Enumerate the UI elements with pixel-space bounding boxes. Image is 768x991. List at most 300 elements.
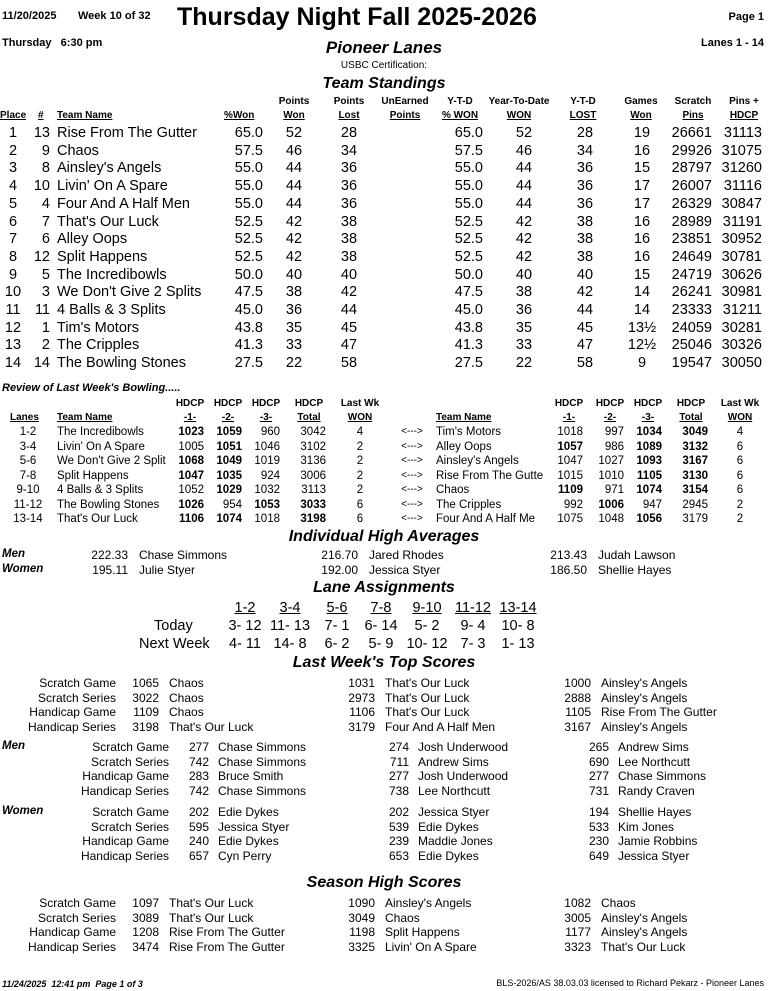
score-value: 202 [188, 805, 209, 819]
pins-hdcp: 30781 [721, 248, 762, 265]
score-holder: Chaos [169, 676, 204, 690]
points-lost: 38 [340, 231, 358, 248]
pins-header-bottom: HDCP [729, 110, 759, 121]
pct-won: 57.5 [234, 142, 263, 159]
place: 8 [8, 248, 18, 265]
scratch-pins: 26007 [671, 178, 712, 195]
points-won: 44 [285, 195, 303, 212]
score-holder: Ainsley's Angels [601, 719, 688, 734]
right-game3: 1105 [637, 469, 662, 482]
pins-hdcp: 30050 [721, 355, 762, 372]
ytd-lost: 38 [576, 248, 594, 265]
pins-hdcp: 30626 [721, 266, 762, 283]
ytd-won: 44 [515, 160, 533, 177]
lane-header: 7-8 [370, 600, 392, 616]
lanes-range: Lanes 1 - 14 [701, 37, 764, 49]
ytd_lost-header-bottom: LOST [569, 110, 597, 121]
left-game1: 1026 [178, 498, 204, 511]
right-team: Alley Oops [436, 440, 492, 453]
ytd-pct: 65.0 [454, 125, 483, 141]
average-value: 192.00 [321, 563, 358, 577]
score-holder: That's Our Luck [385, 705, 470, 719]
day-time: Thursday 6:30 pm [2, 37, 103, 49]
left-game1: 1052 [178, 484, 204, 496]
ytd-won: 46 [515, 142, 533, 159]
right-game3: 1093 [636, 455, 662, 467]
score-value: 3474 [132, 939, 159, 954]
right-won: 2 [736, 498, 744, 511]
pins-hdcp: 31075 [721, 142, 762, 159]
ytd-lost: 36 [576, 178, 594, 195]
points-won: 44 [285, 178, 303, 195]
right-game3: 1056 [636, 513, 662, 525]
scratch-header-bottom: Pins [682, 110, 704, 121]
ytd_pct-header-top: Y-T-D [447, 96, 473, 107]
score-category: Scratch Series [90, 754, 169, 769]
ytd_won-header-bottom: WON [506, 110, 532, 121]
ytd-won: 38 [515, 284, 533, 301]
score-value: 1109 [133, 705, 159, 719]
games-won: 14 [633, 302, 651, 318]
average-value: 186.50 [550, 563, 587, 577]
team-number: 5 [41, 266, 50, 283]
pct-header: %Won [224, 110, 255, 121]
left-won: 4 [356, 426, 364, 438]
ytd-lost: 40 [576, 266, 594, 283]
score-holder: Chaos [601, 896, 636, 910]
score-value: 2973 [348, 690, 375, 705]
right-won: 6 [736, 484, 744, 496]
points-won: 40 [285, 266, 303, 283]
average-value: 213.43 [550, 548, 587, 562]
ytd-won: 42 [515, 231, 533, 248]
score-value: 738 [388, 783, 409, 798]
points-won: 42 [285, 248, 303, 265]
footer-printed: 11/24/2025 12:41 pm Page 1 of 3 [2, 979, 143, 989]
right-game1: 1057 [557, 440, 583, 453]
today-matchup: 9- 4 [460, 618, 486, 634]
score-category: Handicap Series [80, 848, 169, 863]
pct-won: 52.5 [234, 231, 263, 248]
score-value: 202 [388, 805, 409, 819]
score-value: 1000 [564, 676, 591, 690]
left-game3: 1032 [254, 484, 280, 496]
points-lost: 28 [340, 125, 358, 141]
team-name: Livin' On A Spare [57, 178, 168, 195]
hdcp-header: HDCP [294, 398, 324, 409]
score-holder: Ainsley's Angels [601, 676, 688, 690]
score-value: 711 [389, 754, 409, 769]
score-value: 3089 [132, 910, 159, 925]
hdcp-header: HDCP [676, 398, 706, 409]
top-scores-title: Last Week's Top Scores [292, 654, 476, 671]
hdcp-header: HDCP [595, 398, 625, 409]
score-category: Handicap Game [29, 925, 116, 939]
women-label: Women [2, 805, 44, 817]
vs-arrow: <---> [401, 440, 423, 452]
lanes: 7-8 [19, 469, 37, 482]
points-lost: 34 [340, 142, 358, 159]
left-game3: 1019 [254, 455, 280, 467]
ytd-pct: 52.5 [454, 231, 483, 248]
ytd_won-header-top: Year-To-Date [488, 96, 550, 107]
score-holder: Shellie Hayes [618, 805, 692, 819]
right-game1: 1109 [558, 484, 583, 496]
ytd-lost: 38 [576, 231, 594, 248]
score-value: 277 [188, 740, 209, 754]
score-holder: Chase Simmons [218, 740, 307, 754]
score-value: 1065 [132, 676, 159, 690]
left-game3: 1053 [254, 498, 280, 511]
g1-header: -1- [562, 412, 576, 423]
next-week-matchup: 7- 3 [460, 636, 486, 652]
points-lost: 58 [340, 355, 358, 372]
next-week-matchup: 1- 13 [501, 636, 535, 652]
right-total: 2945 [682, 498, 708, 511]
score-holder: Andrew Sims [418, 754, 489, 769]
score-category: Handicap Series [27, 939, 116, 954]
points-won: 36 [285, 302, 303, 318]
team-name: We Don't Give 2 Splits [57, 284, 202, 301]
place: 12 [4, 319, 22, 336]
score-holder: Ainsley's Angels [601, 690, 688, 705]
score-value: 533 [588, 819, 609, 834]
right-total: 3179 [682, 513, 708, 525]
score-holder: Josh Underwood [418, 740, 509, 754]
left-won: 2 [356, 469, 364, 482]
ytd-won: 42 [515, 213, 533, 230]
points-lost: 42 [340, 284, 358, 301]
games-won: 16 [633, 248, 651, 265]
team-number: 12 [33, 248, 50, 265]
team-number: 13 [33, 125, 50, 141]
next-week-matchup: 4- 11 [229, 636, 261, 652]
left-game3: 1018 [254, 513, 280, 525]
points-won: 52 [285, 125, 303, 141]
ytd-pct: 50.0 [454, 266, 483, 283]
team-name: That's Our Luck [57, 213, 159, 230]
place: 9 [8, 266, 18, 283]
team-header: Team Name [436, 412, 492, 423]
total-header: Total [679, 412, 703, 423]
week-label: Week 10 of 32 [78, 10, 151, 22]
averages-title: Individual High Averages [288, 528, 480, 545]
pins-hdcp: 30281 [721, 319, 762, 336]
score-holder: That's Our Luck [169, 719, 254, 734]
left-game1: 1068 [178, 455, 204, 467]
score-value: 1208 [132, 925, 159, 939]
total-header: Total [297, 412, 321, 423]
games-won: 9 [637, 355, 647, 372]
pct-won: 52.5 [234, 213, 263, 230]
score-holder: That's Our Luck [601, 939, 686, 954]
right-game2: 986 [604, 440, 624, 453]
ytd-lost: 34 [576, 142, 594, 159]
games-won: 15 [633, 160, 651, 177]
team-number: 7 [41, 213, 50, 230]
place: 13 [4, 337, 22, 354]
score-value: 731 [588, 783, 609, 798]
score-category: Scratch Series [37, 690, 116, 705]
place: 10 [4, 284, 22, 301]
score-value: 3022 [132, 690, 159, 705]
hdcp-header: HDCP [554, 398, 584, 409]
score-category: Handicap Game [82, 769, 169, 783]
right-game1: 1018 [557, 426, 583, 438]
score-holder: Kim Jones [618, 819, 675, 834]
games-header-top: Games [624, 96, 658, 107]
team-name: 4 Balls & 3 Splits [57, 302, 166, 318]
right-game2: 997 [604, 426, 624, 438]
score-value: 1177 [565, 925, 591, 939]
score-holder: Rise From The Gutter [169, 939, 285, 954]
pins-header-top: Pins + [729, 96, 759, 107]
lane-header: 13-14 [499, 600, 537, 616]
review-title: Review of Last Week's Bowling..... [2, 382, 181, 394]
pins-hdcp: 31113 [723, 125, 762, 141]
points-lost: 36 [340, 178, 358, 195]
scratch-header-top: Scratch [674, 96, 712, 107]
right-game2: 1006 [598, 498, 624, 511]
score-holder: Livin' On A Spare [385, 939, 477, 954]
pct-won: 45.0 [234, 302, 263, 318]
left-game3: 924 [260, 469, 280, 482]
games-won: 17 [633, 195, 651, 212]
page-title: Thursday Night Fall 2025-2026 [177, 3, 537, 31]
left-game3: 960 [260, 426, 280, 438]
today-label: Today [154, 618, 193, 634]
usbc-certification: USBC Certification: [340, 60, 428, 71]
pct-won: 47.5 [234, 284, 263, 301]
average-value: 222.33 [91, 548, 128, 562]
score-holder: Chaos [169, 705, 204, 719]
score-value: 3049 [348, 910, 375, 925]
points-won: 38 [285, 284, 303, 301]
points-lost: 47 [340, 337, 358, 354]
today-matchup: 10- 8 [501, 618, 535, 634]
print-date: 11/20/2025 [2, 10, 57, 22]
games-header-bottom: Won [630, 110, 652, 121]
right-game1: 1075 [557, 513, 583, 525]
pct-won: 27.5 [234, 355, 263, 372]
lanes: 13-14 [13, 513, 43, 525]
right-total: 3049 [682, 426, 708, 438]
vs-arrow: <---> [401, 469, 423, 481]
today-matchup: 5- 2 [414, 618, 440, 634]
scratch-pins: 24059 [671, 319, 712, 336]
place-header: Place [0, 110, 27, 121]
right-total: 3132 [682, 440, 708, 453]
points-won: 44 [285, 160, 303, 177]
ytd-pct: 57.5 [454, 142, 483, 159]
team-name: Rise From The Gutter [57, 125, 197, 141]
score-value: 1097 [132, 896, 159, 910]
ytd-lost: 58 [576, 355, 594, 372]
ytd-lost: 28 [576, 125, 594, 141]
right-team: Four And A Half Me [436, 513, 536, 525]
pct-won: 41.3 [234, 337, 263, 354]
score-holder: Andrew Sims [618, 740, 689, 754]
g3-header: -3- [259, 412, 273, 423]
right-team: The Cripples [436, 498, 502, 511]
lanes: 5-6 [19, 455, 37, 467]
ytd-won: 33 [515, 337, 533, 354]
next-week-matchup: 14- 8 [273, 636, 307, 652]
score-holder: Chase Simmons [218, 754, 307, 769]
team-name: The Bowling Stones [57, 355, 186, 372]
points-lost: 45 [340, 319, 358, 336]
score-holder: Cyn Perry [218, 848, 272, 863]
team-number: 10 [33, 178, 50, 195]
right-total: 3130 [682, 469, 708, 482]
ytd-won: 44 [515, 178, 533, 195]
scratch-pins: 28797 [671, 160, 712, 177]
left-game1: 1023 [178, 426, 204, 438]
games-won: 16 [633, 213, 651, 230]
score-value: 3325 [348, 939, 375, 954]
score-value: 657 [188, 848, 209, 863]
right-game3: 1089 [636, 440, 662, 453]
left-team: Livin' On A Spare [57, 440, 145, 453]
right-team: Chaos [436, 484, 470, 496]
left-team: We Don't Give 2 Split [57, 455, 166, 467]
score-value: 649 [588, 848, 609, 863]
games-won: 13½ [627, 319, 657, 336]
score-category: Scratch Game [39, 896, 116, 910]
team-header: Team Name [57, 412, 113, 423]
score-holder: Ainsley's Angels [385, 896, 472, 910]
pins-hdcp: 30981 [721, 284, 762, 301]
bowler-name: Julie Styer [139, 563, 196, 577]
score-value: 653 [388, 848, 409, 863]
right-game3: 1074 [636, 484, 662, 496]
left-game2: 1051 [216, 440, 242, 453]
points-won: 42 [285, 231, 303, 248]
pct-won: 55.0 [234, 178, 263, 195]
lastwk-header: Last Wk [340, 398, 380, 409]
footer-license: BLS-2026/AS 38.03.03 licensed to Richard Pekarz - Pioneer Lanes [496, 978, 764, 988]
hdcp-header: HDCP [213, 398, 243, 409]
score-value: 1031 [348, 676, 375, 690]
score-value: 1198 [349, 925, 375, 939]
bowler-name: Shellie Hayes [598, 563, 672, 577]
left-total: 3198 [300, 513, 326, 525]
next-week-label: Next Week [139, 636, 210, 652]
left-team: The Incredibowls [57, 426, 144, 438]
page-number: Page 1 [728, 11, 764, 23]
score-holder: Jessica Styer [618, 848, 690, 863]
ytd_pct-header-bottom: % WON [441, 110, 479, 121]
score-value: 239 [388, 834, 409, 848]
pct-won: 65.0 [234, 125, 263, 141]
vs-arrow: <---> [401, 484, 423, 495]
points-lost: 44 [340, 302, 358, 318]
pts_won-header-top: Points [278, 96, 310, 107]
women-label: Women [2, 563, 44, 575]
score-category: Scratch Series [90, 819, 169, 834]
score-category: Handicap Series [80, 783, 169, 798]
place: 14 [4, 355, 22, 372]
place: 6 [8, 213, 18, 230]
ytd-won: 52 [515, 125, 533, 141]
ytd-lost: 47 [576, 337, 594, 354]
games-won: 14 [633, 284, 651, 301]
vs-arrow: <---> [401, 513, 423, 524]
hdcp-header: HDCP [175, 398, 205, 409]
games-won: 15 [633, 266, 651, 283]
score-holder: Bruce Smith [218, 769, 284, 783]
ytd-won: 35 [515, 319, 533, 336]
left-won: 6 [356, 513, 364, 525]
team-name: Four And A Half Men [57, 195, 190, 212]
scratch-pins: 29926 [671, 142, 712, 159]
ytd-pct: 55.0 [454, 195, 483, 212]
place: 3 [8, 160, 18, 177]
score-holder: Lee Northcutt [418, 783, 491, 798]
team-name: Tim's Motors [57, 319, 139, 336]
team-number: 4 [41, 195, 50, 212]
unearned-header-top: UnEarned [381, 96, 429, 107]
ytd-lost: 36 [576, 195, 594, 212]
right-won: 6 [736, 455, 744, 467]
score-value: 265 [588, 740, 609, 754]
vs-arrow: <---> [401, 455, 423, 466]
right-game2: 971 [604, 484, 624, 496]
points-won: 22 [285, 355, 303, 372]
right-game2: 1048 [598, 513, 624, 525]
team-number: 3 [41, 284, 50, 301]
score-value: 3167 [564, 719, 591, 734]
ytd-pct: 43.8 [454, 319, 483, 336]
place: 4 [8, 178, 18, 195]
right-team: Tim's Motors [436, 426, 502, 438]
team-name: Ainsley's Angels [57, 160, 162, 177]
right-game1: 992 [563, 498, 583, 511]
ytd-won: 44 [515, 195, 533, 212]
lanes: 9-10 [16, 484, 40, 496]
team-number: 9 [41, 142, 50, 159]
ytd-pct: 52.5 [454, 213, 483, 230]
ytd-pct: 41.3 [454, 337, 483, 354]
pins-hdcp: 30952 [721, 231, 762, 248]
left-total: 3006 [300, 469, 326, 482]
ytd-won: 36 [515, 302, 533, 318]
score-value: 1090 [348, 896, 375, 910]
left-game3: 1046 [254, 440, 280, 453]
score-value: 194 [588, 805, 609, 819]
g2-header: -2- [603, 412, 617, 423]
score-holder: Jamie Robbins [618, 834, 698, 848]
points-won: 46 [285, 142, 303, 159]
team-number: 2 [41, 337, 50, 354]
score-holder: Chase Simmons [218, 783, 307, 798]
average-value: 195.11 [92, 563, 128, 577]
g3-header: -3- [641, 412, 655, 423]
score-category: Handicap Game [29, 705, 116, 719]
score-holder: That's Our Luck [169, 910, 254, 925]
num-header: # [38, 110, 44, 121]
points-lost: 38 [340, 213, 358, 230]
ytd-lost: 36 [576, 160, 594, 177]
score-value: 3005 [564, 910, 591, 925]
scratch-pins: 26661 [671, 125, 712, 141]
team-name: Chaos [57, 142, 99, 159]
place: 5 [8, 195, 18, 212]
scratch-pins: 26241 [671, 284, 712, 301]
left-won: 2 [356, 440, 364, 453]
games-won: 12½ [627, 337, 657, 354]
scratch-pins: 24649 [671, 248, 712, 265]
